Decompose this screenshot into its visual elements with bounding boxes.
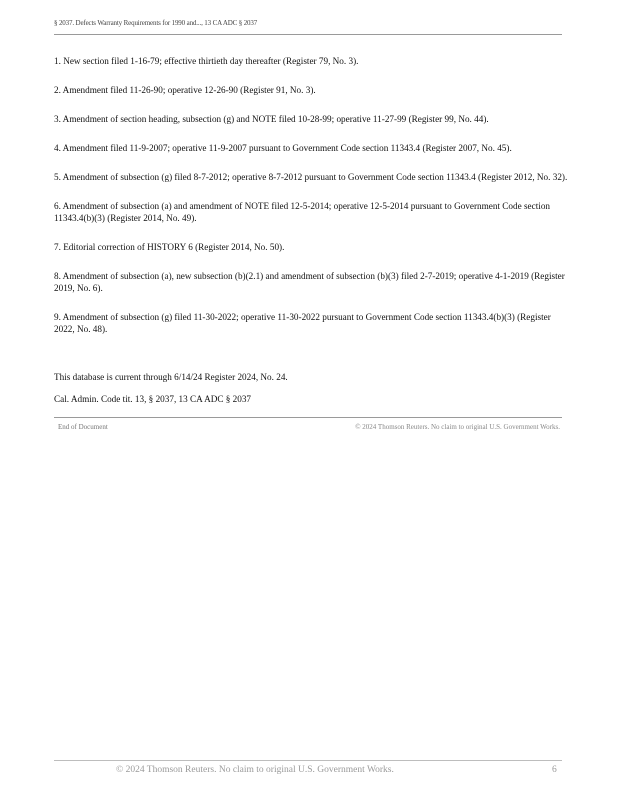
- history-item: 6. Amendment of subsection (a) and amendment of NOTE filed 12-5-2014; operative 12-5-2014 pursuant to Government Code section 11343.4(b)(3) (Register 2014, No. 49).: [54, 201, 551, 223]
- end-of-document-copyright: © 2024 Thomson Reuters. No claim to original U.S. Government Works.: [355, 423, 560, 431]
- citation: Cal. Admin. Code tit. 13, § 2037, 13 CA ADC § 2037: [54, 394, 252, 404]
- history-item: 7. Editorial correction of HISTORY 6 (Register 2014, No. 50).: [54, 242, 285, 252]
- currency-note: This database is current through 6/14/24 Register 2024, No. 24.: [54, 372, 288, 382]
- history-list: [54, 55, 568, 352]
- history-item: 8. Amendment of subsection (a), new subsection (b)(2.1) and amendment of subsection (b)(3) filed 2-7-2019; operative 4-1-2019 (Register 2019, No. 6).: [54, 271, 565, 293]
- footer-divider: [54, 760, 562, 761]
- end-of-document-label: End of Document: [58, 423, 108, 431]
- footer-copyright: © 2024 Thomson Reuters. No claim to original U.S. Government Works.: [116, 765, 394, 775]
- header-divider: [54, 34, 562, 35]
- history-item: 9. Amendment of subsection (g) filed 11-30-2022; operative 11-30-2022 pursuant to Government Code section 11343.4(b)(3) (Register 2022, No. 48).: [54, 312, 551, 334]
- history-item: 4. Amendment filed 11-9-2007; operative 11-9-2007 pursuant to Government Code section 11343.4 (Register 2007, No. 45).: [54, 143, 512, 153]
- history-item: 3. Amendment of section heading, subsection (g) and NOTE filed 10-28-99; operative 11-27-99 (Register 99, No. 44).: [54, 114, 489, 124]
- running-head-title: § 2037. Defects Warranty Requirements for 1990 and..., 13 CA ADC § 2037: [54, 19, 258, 27]
- history-item: 1. New section filed 1-16-79; effective thirtieth day thereafter (Register 79, No. 3).: [54, 56, 359, 66]
- page-number: 6: [552, 765, 557, 775]
- end-of-document-divider: [54, 417, 562, 418]
- history-item: 5. Amendment of subsection (g) filed 8-7-2012; operative 8-7-2012 pursuant to Government Code section 11343.4 (Register 2012, No. 32).: [54, 172, 568, 182]
- history-item: 2. Amendment filed 11-26-90; operative 12-26-90 (Register 91, No. 3).: [54, 85, 316, 95]
